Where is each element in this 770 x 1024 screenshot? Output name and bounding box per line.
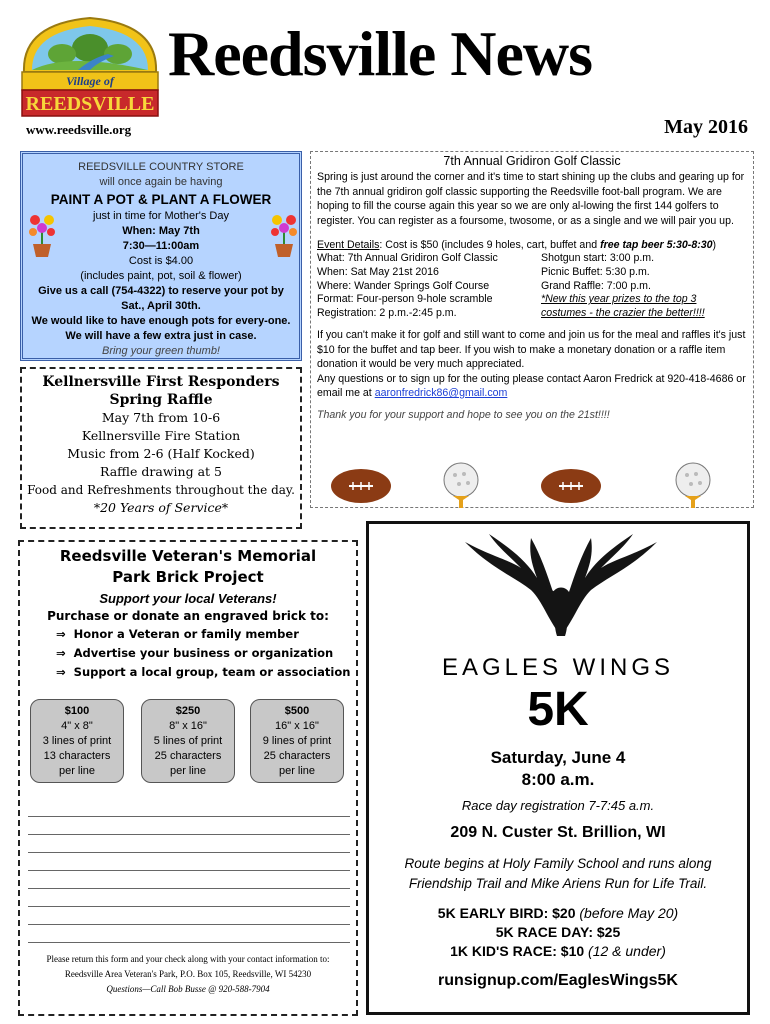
bullet-honor: Honor a Veteran or family member bbox=[73, 627, 299, 641]
golf-free-beer: free tap beer 5:30-8:30 bbox=[600, 239, 713, 252]
veterans-questions: Questions—Call Bob Busse @ 920-588-7904 bbox=[106, 984, 270, 994]
list-item: ⇒ Advertise your business or organization bbox=[56, 646, 334, 660]
brick-lines: 3 lines of print bbox=[42, 735, 112, 747]
website-url[interactable]: www.reedsville.org bbox=[26, 122, 132, 137]
responders-food: Food and Refreshments throughout the day. bbox=[27, 483, 295, 497]
veterans-support: Support your local Veterans! bbox=[99, 591, 277, 606]
responders-place: Kellnersville Fire Station bbox=[81, 428, 241, 443]
store-title: PAINT A POT & PLANT A FLOWER bbox=[50, 192, 272, 207]
5k-title: 5K bbox=[527, 683, 589, 736]
golf-email-link[interactable]: aaronfredrick86@gmail.com bbox=[374, 387, 508, 400]
store-cost: Cost is $4.00 bbox=[128, 255, 194, 267]
country-store-box bbox=[20, 151, 302, 361]
store-bring: Bring your green thumb! bbox=[101, 345, 220, 357]
table-row bbox=[317, 280, 747, 294]
golf-contact-text: Any questions or to sign up for the outing please contact Aaron Fredrick at 920-418-4686 or email me at bbox=[317, 372, 746, 400]
form-line[interactable] bbox=[28, 852, 350, 853]
eagles-wings-title: EAGLES WINGS bbox=[441, 654, 675, 681]
price-option-250 bbox=[141, 699, 235, 783]
race-route: Route begins at Holy Family School and runs along Friendship Trail and Mike Ariens Run for Life Trail. bbox=[404, 856, 712, 891]
golf-what-label: What bbox=[317, 252, 342, 265]
responders-title: Kellnersville First Responders bbox=[42, 374, 280, 390]
form-line[interactable] bbox=[28, 888, 350, 889]
store-time: 7:30—11:00am bbox=[122, 240, 200, 252]
table-row bbox=[317, 252, 747, 266]
store-line1: REEDSVILLE COUNTRY STORE bbox=[78, 161, 244, 173]
golf-registration-label: Registration bbox=[317, 306, 374, 319]
kids-race-note: (12 & under) bbox=[584, 943, 666, 959]
form-line[interactable] bbox=[28, 924, 350, 925]
brick-per: per line bbox=[169, 765, 207, 777]
golf-format-label: Format bbox=[317, 293, 351, 306]
golf-thanks: Thank you for your support and hope to see you on the 21st!!!! bbox=[317, 409, 610, 422]
list-item: ⇒ Honor a Veteran or family member bbox=[56, 627, 299, 641]
logo-village-of: Village of bbox=[66, 74, 114, 88]
brick-per: per line bbox=[58, 765, 96, 777]
table-row bbox=[317, 266, 747, 280]
responders-raffle-box bbox=[20, 367, 302, 529]
brick-chars: 13 characters bbox=[43, 750, 111, 762]
logo-name: REEDSVILLE bbox=[25, 93, 155, 115]
responders-raffle: Raffle drawing at 5 bbox=[100, 464, 222, 479]
golf-shotgun: : 3:00 p.m. bbox=[604, 252, 655, 265]
brick-chars: 25 characters bbox=[263, 750, 331, 762]
golf-buffet-label: Picnic Buffet bbox=[541, 266, 600, 279]
golf-where: : Wander Springs Golf Course bbox=[348, 279, 490, 292]
golf-details-label: Event Details bbox=[317, 239, 380, 252]
golf-raffle-label: Grand Raffle bbox=[541, 279, 601, 292]
golf-shotgun-label: Shotgun start bbox=[541, 252, 605, 265]
golf-format: : Four-person 9-hole scramble bbox=[350, 293, 493, 306]
golf-ball-icon bbox=[444, 463, 478, 508]
form-line[interactable] bbox=[28, 816, 350, 817]
race-signup-url[interactable]: runsignup.com/EaglesWings5K bbox=[438, 972, 678, 989]
store-line2: will once again be having bbox=[99, 176, 223, 188]
brick-size: 8" x 16" bbox=[169, 720, 207, 732]
price: $100 bbox=[64, 705, 90, 717]
store-extra: We would like to have enough pots for every-one. We will have a few extra just in case. bbox=[31, 315, 291, 342]
kids-race-price: 1K KID'S RACE: $10 bbox=[450, 943, 585, 959]
price-option-100 bbox=[30, 699, 124, 783]
race-day-price: 5K RACE DAY: $25 bbox=[495, 924, 621, 940]
price: $250 bbox=[175, 705, 201, 717]
golf-costumes: costumes - the crazier the better!!!! bbox=[541, 306, 705, 319]
price-option-500 bbox=[250, 699, 344, 783]
veterans-return: Please return this form and your check along with your contact information to: bbox=[46, 954, 330, 964]
eagles-wings-5k-box bbox=[366, 521, 750, 1015]
eagle-icon bbox=[461, 532, 661, 650]
golf-when-label: When bbox=[317, 266, 345, 279]
veterans-footer bbox=[20, 952, 356, 997]
responders-music: Music from 2-6 (Half Kocked) bbox=[67, 446, 255, 461]
race-time: 8:00 a.m. bbox=[521, 770, 595, 789]
race-address: 209 N. Custer St. Brillion, WI bbox=[450, 824, 666, 841]
brick-per: per line bbox=[278, 765, 316, 777]
store-when: When: May 7th bbox=[122, 225, 200, 237]
form-line[interactable] bbox=[28, 870, 350, 871]
golf-buffet: : 5:30 p.m. bbox=[599, 266, 650, 279]
form-line[interactable] bbox=[28, 906, 350, 907]
golf-prizes: *New this year prizes to the top 3 bbox=[541, 293, 697, 306]
responders-years: *20 Years of Service* bbox=[93, 500, 229, 515]
golf-schedule-table bbox=[317, 252, 747, 320]
early-bird-price: 5K EARLY BIRD: $20 bbox=[437, 905, 576, 921]
bullet-support: Support a local group, team or association bbox=[73, 665, 351, 679]
price: $500 bbox=[284, 705, 310, 717]
brick-lines: 5 lines of print bbox=[153, 735, 223, 747]
golf-when: : Sat May 21st 2016 bbox=[344, 266, 439, 279]
brick-size: 16" x 16" bbox=[275, 720, 319, 732]
golf-details-text: : Cost is $50 (includes 9 holes, cart, buffet and bbox=[379, 239, 601, 252]
football-icon bbox=[331, 469, 391, 503]
golf-more: If you can't make it for golf and still want to come and join us for the meal and raffles it's just $10 for the buffet and tap beer. If you wish to make a monetary donation or a raffle item donation it would be very much appreciated. bbox=[317, 329, 746, 371]
golf-classic-box bbox=[310, 151, 754, 508]
table-row bbox=[317, 293, 747, 307]
responders-date: May 7th from 10-6 bbox=[101, 410, 221, 425]
early-bird-note: (before May 20) bbox=[575, 905, 679, 921]
veterans-bullet-list bbox=[20, 625, 356, 682]
race-registration: Race day registration 7-7:45 a.m. bbox=[461, 798, 655, 813]
bullet-advertise: Advertise your business or organization bbox=[73, 646, 334, 660]
golf-where-label: Where bbox=[317, 279, 349, 292]
golf-title: 7th Annual Gridiron Golf Classic bbox=[443, 154, 621, 168]
brick-lines: 9 lines of print bbox=[262, 735, 332, 747]
table-row bbox=[317, 307, 747, 321]
store-line3: just in time for Mother's Day bbox=[93, 210, 229, 222]
race-prices bbox=[369, 904, 747, 961]
football-icon bbox=[541, 469, 601, 503]
store-includes: (includes paint, pot, soil & flower) bbox=[80, 270, 242, 282]
golf-ball-icon bbox=[676, 463, 710, 508]
golf-what: : 7th Annual Gridiron Golf Classic bbox=[341, 252, 498, 265]
store-call: Give us a call (754-4322) to reserve your pot by Sat., April 30th. bbox=[38, 285, 284, 312]
form-line[interactable] bbox=[28, 834, 350, 835]
veterans-brick-box bbox=[18, 540, 358, 1016]
veterans-subtitle: Park Brick Project bbox=[112, 568, 264, 586]
veterans-address: Reedsville Area Veteran's Park, P.O. Box 105, Reedsville, WI 54230 bbox=[64, 969, 312, 979]
form-line[interactable] bbox=[28, 942, 350, 943]
veterans-title: Reedsville Veteran's Memorial bbox=[59, 547, 317, 565]
golf-details: Event Details: Cost is $50 (includes 9 holes, cart, buffet and free tap beer 5:30-8:30) bbox=[317, 239, 717, 252]
golf-contact bbox=[317, 372, 747, 401]
golf-raffle: : 7:00 p.m. bbox=[600, 279, 651, 292]
responders-subtitle: Spring Raffle bbox=[109, 392, 213, 408]
flower-pot-icon bbox=[27, 212, 57, 258]
golf-intro: Spring is just around the corner and it's time to start shining up the clubs and gearing up for the 7th annual gridiron golf classic supporting the Reedsville foot-ball program. We are hoping to fill the course again this year so we are only al-lowing the first 144 golfers to register. You can register as a foursome, twosome, or as a single and we will pair you up. bbox=[317, 171, 745, 227]
brick-size: 4" x 8" bbox=[61, 720, 93, 732]
brick-chars: 25 characters bbox=[154, 750, 222, 762]
race-date: Saturday, June 4 bbox=[490, 748, 626, 767]
veterans-purchase: Purchase or donate an engraved brick to: bbox=[47, 609, 329, 623]
village-logo bbox=[18, 14, 162, 122]
issue-date: May 2016 bbox=[664, 116, 748, 138]
football-golfball-row bbox=[321, 458, 741, 508]
masthead-title: Reedsville News bbox=[168, 18, 593, 89]
flower-pot-icon bbox=[269, 212, 299, 258]
list-item: ⇒ Support a local group, team or association bbox=[56, 665, 351, 679]
golf-registration: : 2 p.m.-2:45 p.m. bbox=[373, 306, 457, 319]
